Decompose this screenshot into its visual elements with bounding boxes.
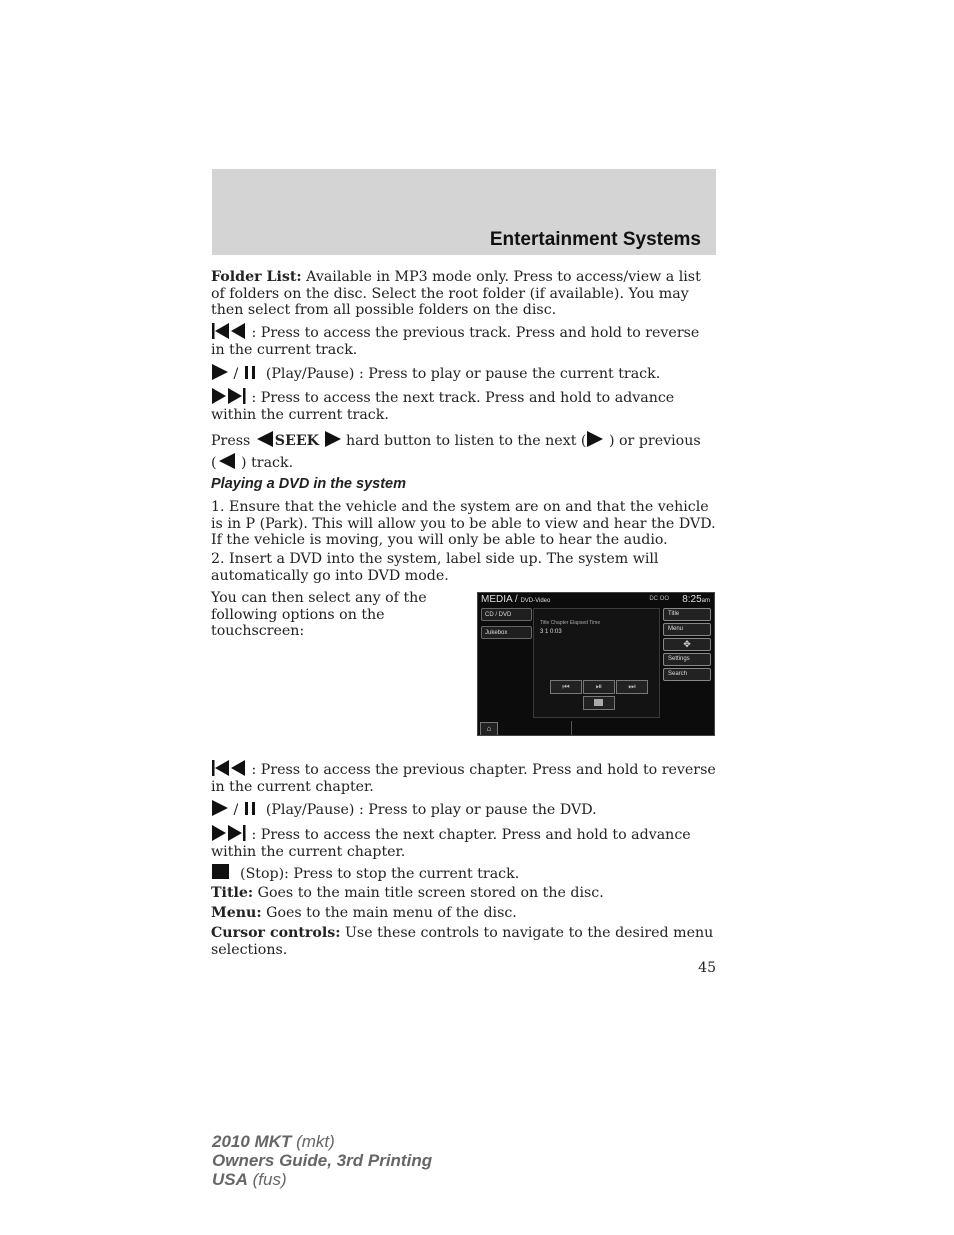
dvd-heading: Playing a DVD in the system (211, 476, 407, 492)
seek-press: Press (211, 433, 255, 449)
cursor-controls-label: Cursor controls: (211, 925, 341, 941)
footer (212, 1132, 432, 1189)
screen-prev-control-icon: ⏮ (550, 680, 582, 694)
dvd-step-1: 1. Ensure that the vehicle and the system are on and that the vehicle is in P (Park). This will allow you to be able to view and hear the DVD. If the vehicle is moving, you will only be able to hear the audio. (211, 499, 716, 549)
play-pause-paragraph (211, 364, 717, 383)
previous-track-paragraph (211, 323, 717, 358)
footer-line-1 (212, 1132, 432, 1151)
dvd-options-text: You can then select any of the following options on the touchscreen: (211, 590, 427, 640)
screen-tab-cd-dvd: CD / DVD (481, 608, 532, 621)
stop-text: (Stop): Press to stop the current track. (240, 866, 520, 882)
stop-icon (211, 864, 231, 880)
screen-search-button: Search (663, 668, 711, 681)
screen-subtitle: DVD-Video (520, 598, 551, 604)
screen-play-pause-control-icon: ⏯ (583, 680, 615, 694)
screen-stop-control-icon (583, 696, 615, 710)
dvd-play-pause-paragraph (211, 800, 717, 819)
seek-text-2: ) or previous (608, 433, 701, 449)
screen-home-icon: ⌂ (480, 722, 498, 736)
footer-market: USA (212, 1170, 248, 1189)
dvd-play-pause-text: (Play/Pause) : Press to play or pause the DVD. (265, 802, 597, 818)
menu-label: Menu: (211, 905, 262, 921)
screen-columns: Title Chapter Elapsed Time (540, 620, 601, 626)
screen-title-text: MEDIA / (481, 594, 521, 605)
menu-paragraph (211, 905, 717, 922)
play-pause-text: (Play/Pause) : Press to play or pause the current track. (265, 366, 661, 382)
stop-paragraph (211, 864, 717, 883)
cursor-controls-text: Use these controls to navigate to the desired menu selections. (211, 925, 714, 958)
next-track-icon (211, 388, 247, 404)
play-pause-slash: / (229, 366, 243, 382)
title-paragraph (211, 885, 717, 902)
seek-left-arrow-icon (255, 431, 275, 447)
previous-chapter-icon (211, 760, 247, 776)
screen-time: 8:25 (682, 594, 702, 605)
dvd-touchscreen-image (477, 592, 715, 736)
screen-menu-button: Menu (663, 623, 711, 636)
seek-paragraph (211, 430, 717, 474)
screen-settings-button: Settings (663, 653, 711, 666)
footer-model: 2010 MKT (212, 1132, 292, 1151)
screen-title (481, 594, 550, 605)
previous-arrow-icon (217, 453, 237, 469)
footer-market-code: (fus) (247, 1170, 287, 1189)
title-label: Title: (211, 885, 254, 901)
folder-list-text: Available in MP3 mode only. Press to access/view a list of folders on the disc. Select the root folder (if available). You may then select from all possible folders on the disc. (211, 269, 701, 319)
seek-open-paren: ( (211, 455, 217, 471)
screen-values: 3 1 0:03 (540, 629, 562, 635)
section-header (212, 169, 716, 255)
seek-text-1: hard button to listen to the next ( (341, 433, 587, 449)
screen-clock (682, 594, 710, 605)
next-track-paragraph (211, 388, 717, 423)
section-title: Entertainment Systems (489, 229, 701, 250)
screen-ampm: am (701, 598, 710, 604)
play-icon (211, 364, 229, 380)
next-chapter-paragraph (211, 825, 717, 860)
dvd-pause-icon (243, 801, 257, 816)
next-arrow-icon (586, 431, 604, 447)
screen-divider (571, 721, 572, 735)
dvd-play-icon (211, 800, 229, 816)
pause-icon (243, 365, 257, 380)
previous-chapter-paragraph (211, 760, 717, 795)
seek-text-3: ) track. (236, 455, 294, 471)
page-number: 45 (698, 960, 716, 976)
footer-line-2: Owners Guide, 3rd Printing (212, 1151, 433, 1170)
screen-title-button: Title (663, 608, 711, 621)
screen-cursor-button: ✥ (663, 638, 711, 651)
menu-text: Goes to the main menu of the disc. (261, 905, 517, 921)
next-chapter-icon (211, 825, 247, 841)
screen-next-control-icon: ⏭ (616, 680, 648, 694)
dvd-step-2: 2. Insert a DVD into the system, label side up. The system will automatically go into DVD mode. (211, 551, 659, 584)
footer-line-3 (212, 1170, 432, 1189)
cursor-controls-paragraph (211, 925, 717, 958)
previous-chapter-text: : Press to access the previous chapter. Press and hold to reverse in the current chapter. (211, 762, 716, 795)
dvd-play-pause-slash: / (229, 802, 243, 818)
seek-right-arrow-icon (324, 431, 342, 447)
folder-list-label: Folder List: (211, 269, 302, 285)
next-track-text: : Press to access the next track. Press and hold to advance within the current track. (211, 390, 675, 423)
next-chapter-text: : Press to access the next chapter. Press and hold to advance within the current chapter. (211, 827, 691, 860)
seek-label: SEEK (274, 433, 320, 449)
screen-status: DC OO (649, 596, 669, 602)
folder-list-paragraph (211, 269, 717, 319)
previous-track-text: : Press to access the previous track. Press and hold to reverse in the current track. (211, 325, 700, 358)
previous-track-icon (211, 323, 247, 339)
footer-model-code: (mkt) (291, 1132, 335, 1151)
screen-tab-jukebox: Jukebox (481, 626, 532, 639)
title-text: Goes to the main title screen stored on the disc. (253, 885, 604, 901)
